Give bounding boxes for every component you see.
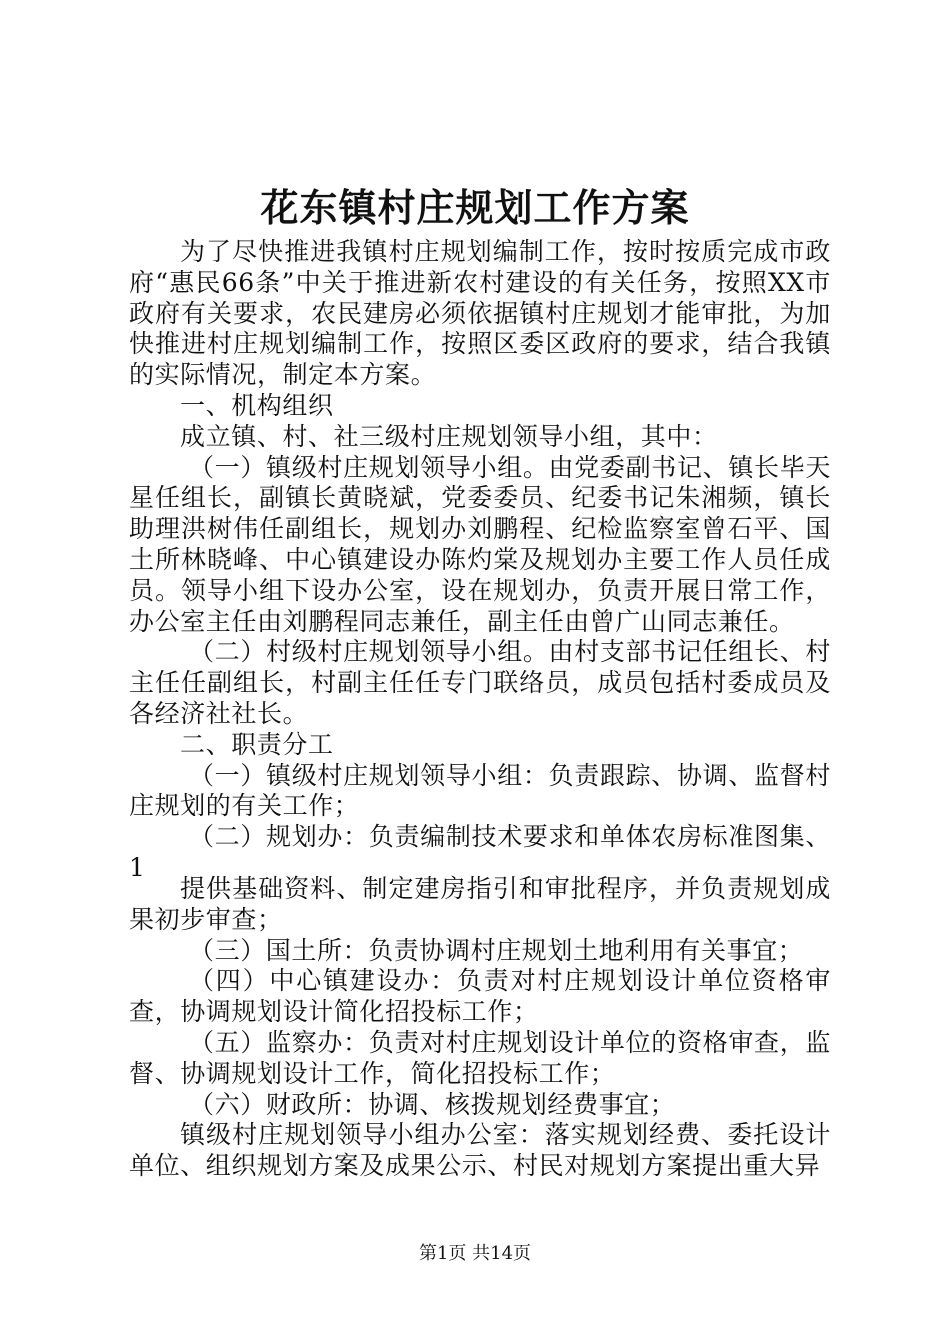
intro-paragraph: 为了尽快推进我镇村庄规划编制工作，按时按质完成市政府“惠民66条”中关于推进新农村建设的有关任务，按照XX市政府有关要求，农民建房必须依据镇村庄规划才能审批，为加快推进村庄规划编制工作，按照区委区政府的要求，结合我镇的实际情况，制定本方案。 [129,237,831,390]
town-group-paragraph: （一）镇级村庄规划领导小组。由党委副书记、镇长毕天星任组长，副镇长黄晓斌，党委委员、纪委书记朱湘频，镇长助理洪树伟任副组长，规划办刘鹏程、纪检监察室曾石平、国土所林晓峰、中心镇建设办陈灼棠及规划办主要工作人员任成员。领导小组下设办公室，设在规划办，负责开展日常工作，办公室主任由刘鹏程同志兼任，副主任由曾广山同志兼任。 [129,452,831,636]
body-section-1 [129,237,831,884]
duty-item-5: （五）监察办：负责对村庄规划设计单位的资格审查，监督、协调规划设计工作，简化招投标工作； [129,1027,831,1088]
body-section-2 [129,874,831,1182]
section-heading-organization: 一、机构组织 [180,390,334,420]
duty-item-4: （四）中心镇建设办：负责对村庄规划设计单位资格审查，协调规划设计简化招投标工作； [129,966,831,1027]
duty-item-2-continued: 提供基础资料、制定建房指引和审批程序，并负责规划成果初步审查； [129,874,831,934]
village-group-paragraph: （二）村级村庄规划领导小组。由村支部书记任组长、村主任任副组长，村副主任任专门联络员，成员包括村委成员及各经济社社长。 [129,637,831,728]
duty-item-6: （六）财政所：协调、核拨规划经费事宜； [189,1089,676,1119]
section-heading-duties: 二、职责分工 [180,729,334,759]
duty-item-2-start: （二）规划办：负责编制技术要求和单体农房标准图集、1 [129,822,831,882]
duty-item-3: （三）国土所：负责协调村庄规划土地利用有关事宜； [189,935,804,965]
duty-item-1: （一）镇级村庄规划领导小组：负责跟踪、协调、监督村庄规划的有关工作； [129,760,831,821]
page-number-footer: 第1页 共14页 [418,1243,532,1264]
document-title: 花东镇村庄规划工作方案 [260,185,690,230]
organization-paragraph: 成立镇、村、社三级村庄规划领导小组，其中： [180,421,718,451]
office-duty-paragraph: 镇级村庄规划领导小组办公室：落实规划经费、委托设计单位、组织规划方案及成果公示、村民对规划方案提出重大异 [129,1120,831,1181]
